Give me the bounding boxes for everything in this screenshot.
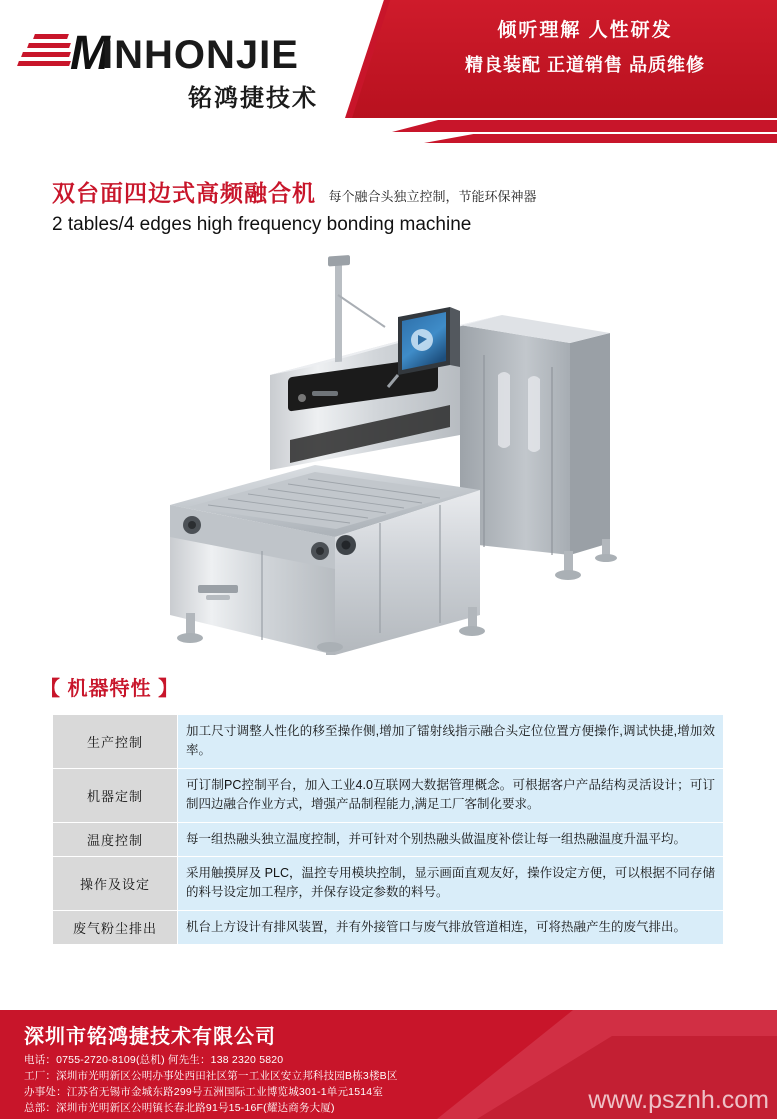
product-title-cn: 双台面四边式高频融合机 [52,180,316,206]
feature-label: 操作及设定 [53,856,178,910]
product-title-block [52,175,742,236]
header-slogan-line1: 倾听理解 人性研发 [497,20,673,41]
feature-description: 采用触摸屏及 PLC，温控专用模块控制，显示画面直观友好，操作设定方便，可以根据不同存储的料号设定加工程序，并保存设定参数的料号。 [178,856,724,910]
footer-factory-line: 工厂：深圳市光明新区公明办事处西田社区第一工业区安立邦科技园B栋3楼B区 [24,1070,398,1082]
footer-headquarters-line: 总部：深圳市光明新区公明镇长春北路91号15-16F(耀达商务大厦) [24,1102,335,1114]
logo-stripes-icon [18,34,70,78]
footer-phone-line: 电话：0755-2720-8109(总机) 何先生：138 2320 5820 [24,1054,284,1066]
header-slogan-line2: 精良装配 正道销售 品质维修 [464,55,705,75]
table-row [53,822,724,856]
feature-label: 废气粉尘排出 [53,910,178,944]
product-image [150,255,630,655]
footer-office-line: 办事处：江苏省无锡市金城东路299号五洲国际工业博览城301-1单元1514室 [24,1086,384,1098]
header-slogan [400,14,770,82]
machine-illustration [150,255,630,655]
feature-label: 温度控制 [53,822,178,856]
features-table [52,714,724,945]
company-logo [18,27,348,112]
watermark-url: www.psznh.com [588,1086,769,1114]
footer-company-name: 深圳市铭鸿捷技术有限公司 [24,1026,276,1048]
feature-label: 机器定制 [53,768,178,822]
page-footer [0,1010,777,1119]
feature-label: 生产控制 [53,715,178,769]
logo-chinese-text: 铭鸿捷技术 [188,85,318,112]
feature-description: 加工尺寸调整人性化的移至操作侧,增加了镭射线指示融合头定位位置方便操作,调试快捷,增加效率。 [178,715,724,769]
product-title-subtitle: 每个融合头独立控制，节能环保神器 [328,189,537,204]
header-accent-band-2 [392,120,777,132]
header-accent-band-3 [424,134,777,143]
table-row [53,856,724,910]
product-title-en: 2 tables/4 edges high frequency bonding machine [52,214,472,235]
table-row [53,715,724,769]
logo-latin-text: INHONJIE [102,33,299,77]
features-heading: 【 机器特性 】 [40,678,180,700]
feature-description: 可订制PC控制平台，加入工业4.0互联网大数据管理概念。可根据客户产品结构灵活设计；可订制四边融合作业方式，增强产品制程能力,满足工厂客制化要求。 [178,768,724,822]
logo-mark-letter: M [70,27,108,80]
table-row [53,768,724,822]
feature-description: 机台上方设计有排风装置，并有外接管口与废气排放管道相连，可将热融产生的废气排出。 [178,910,724,944]
table-row [53,910,724,944]
page-header [0,0,777,143]
footer-contact-block [24,1052,398,1116]
feature-description: 每一组热融头独立温度控制，并可针对个别热融头做温度补偿让每一组热融温度升温平均。 [178,822,724,856]
